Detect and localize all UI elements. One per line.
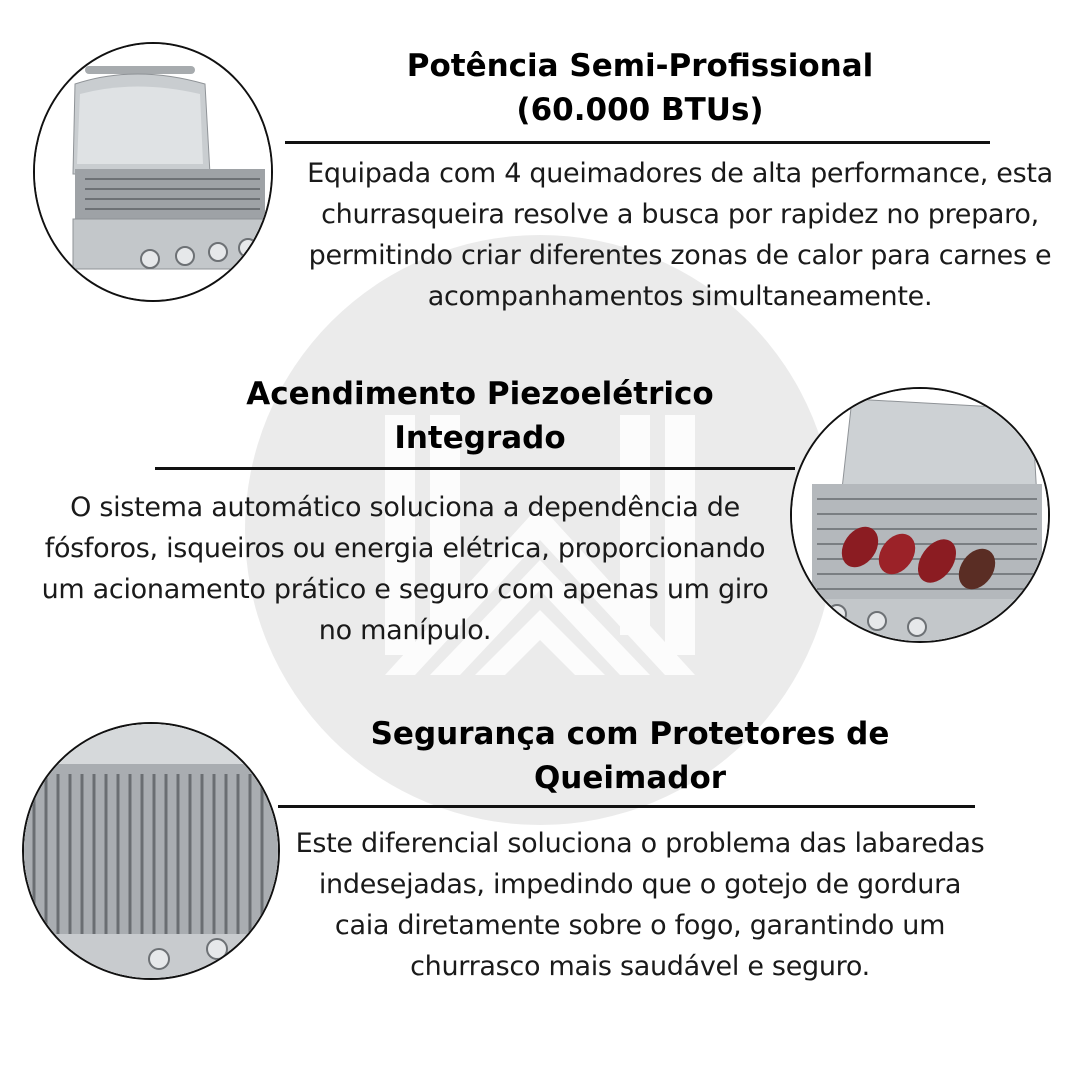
section-body-ignition: O sistema automático soluciona a dependência de fósforos, isqueiros ou energia elétrica, proporcionando um acionamento prático e seguro com apenas um giro no manípulo.: [41, 492, 769, 646]
title-line-1: Potência Semi-Profissional: [406, 48, 874, 84]
title-line-2: Queimador: [533, 760, 727, 796]
title-line-1: Segurança com Protetores de: [370, 716, 890, 752]
section-divider: [278, 805, 975, 808]
section-body-safety: Este diferencial soluciona o problema das labaredas indesejadas, impedindo que o gotejo de gordura caia diretamente sobre o fogo, garantindo um churrasco mais saudável e seguro.: [295, 828, 985, 982]
section-title-safety: [300, 712, 960, 800]
title-line-2: Integrado: [394, 420, 566, 456]
title-line-1: Acendimento Piezoelétrico: [246, 376, 714, 412]
section-divider: [285, 141, 990, 144]
title-line-2: (60.000 BTUs): [516, 92, 764, 128]
section-title-ignition: [150, 372, 810, 460]
grill-with-steaks-photo: [790, 387, 1050, 643]
section-body-power: Equipada com 4 queimadores de alta performance, esta churrasqueira resolve a busca por rapidez no preparo, permitindo criar diferentes zonas de calor para carnes e acompanhamentos simultaneamente.: [307, 158, 1053, 312]
grill-grates-closeup-photo: [22, 722, 280, 980]
grill-closed-lid-photo: [33, 42, 273, 302]
section-divider: [155, 467, 795, 470]
section-title-power: [290, 44, 990, 132]
